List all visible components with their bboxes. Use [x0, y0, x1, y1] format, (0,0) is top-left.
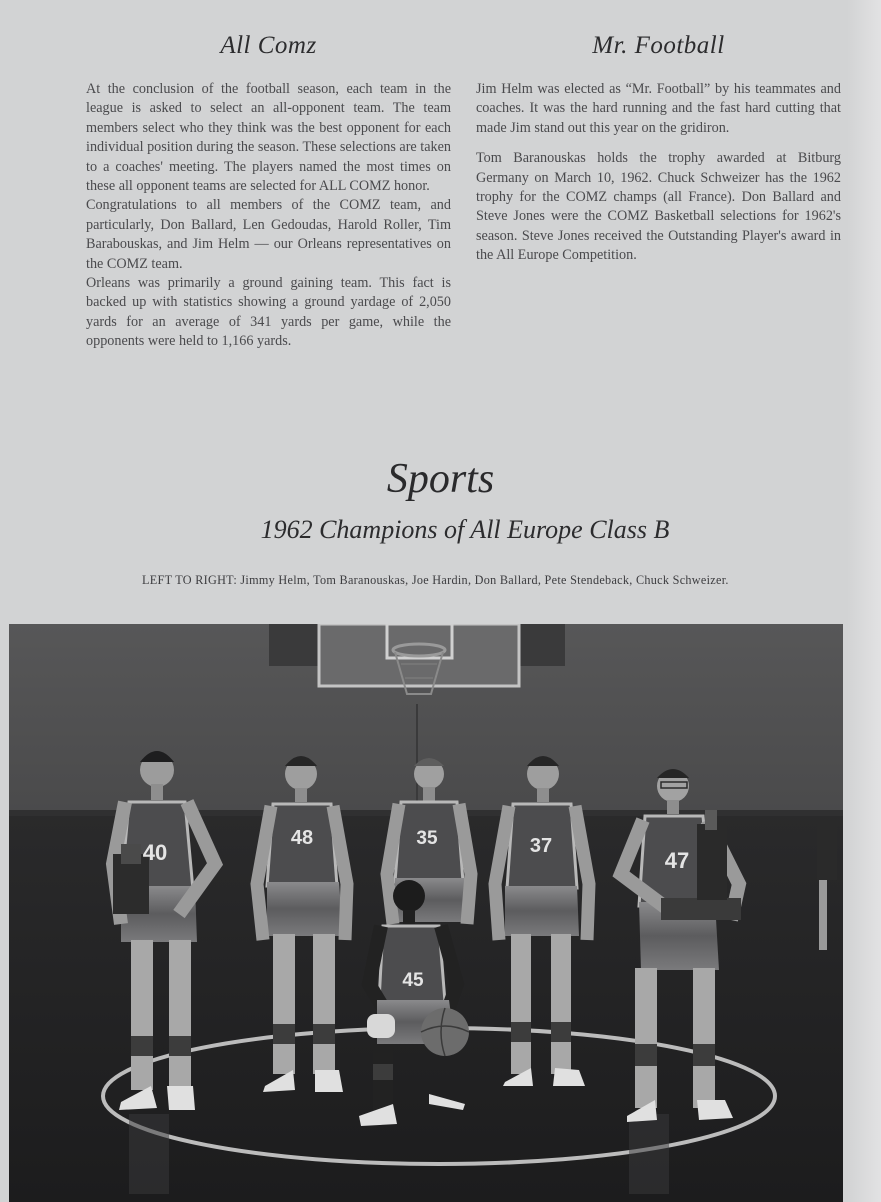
jersey-number-45: 45	[402, 970, 424, 991]
mr-football-heading: Mr. Football	[592, 32, 725, 59]
sports-subtitle: 1962 Champions of All Europe Class B	[260, 515, 670, 544]
jersey-number-35: 35	[416, 828, 438, 849]
all-comz-paragraph: At the conclusion of the football season, each team in the league is asked to select an all-opponent team. The team members select who they think was the best opponent for each individual position during the season. These selections are taken to a coaches' meeting. The players named the most times on these all opponent teams are selected for ALL COMZ honor.	[86, 81, 451, 195]
mr-football-paragraph: Tom Baranouskas holds the trophy awarded at Bitburg Germany on March 10, 1962. Chuck Schweizer has the 1962 trophy for the COMZ champs (all France). Don Ballard and Steve Jones were the COMZ Basketball selections for 1962's season. Steve Jones received the Outstanding Player's award in the All Europe Competition.	[476, 150, 841, 264]
mr-football-column	[476, 32, 841, 266]
team-photo	[9, 624, 843, 1202]
jersey-number-37: 37	[529, 835, 553, 857]
all-comz-paragraph: Orleans was primarily a ground gaining team. This fact is backed up with statistics showing a ground yardage of 2,050 yards for an average of 341 yards per game, while the opponents were held to 1,166 yards.	[86, 275, 451, 350]
jersey-number-40: 40	[142, 840, 168, 865]
all-comz-paragraph: Congratulations to all members of the COMZ team, and particularly, Don Ballard, Len Gedoudas, Harold Roller, Tim Barabouskas, and Jim Helm — our Orleans representatives on the COMZ team.	[86, 197, 451, 272]
photo-caption: LEFT TO RIGHT: Jimmy Helm, Tom Baranouskas, Joe Hardin, Don Ballard, Pete Stendeback, Chuck Schweizer.	[142, 573, 729, 587]
page-edge	[847, 0, 881, 1202]
jersey-number-47: 47	[664, 848, 690, 873]
mr-football-paragraph: Jim Helm was elected as “Mr. Football” by his teammates and coaches. It was the hard running and the fast hard cutting that made Jim stand out this year on the gridiron.	[476, 81, 841, 136]
sports-title: Sports	[386, 456, 495, 502]
all-comz-column	[86, 32, 451, 352]
all-comz-heading: All Comz	[220, 32, 317, 59]
jersey-number-48: 48	[290, 827, 314, 849]
